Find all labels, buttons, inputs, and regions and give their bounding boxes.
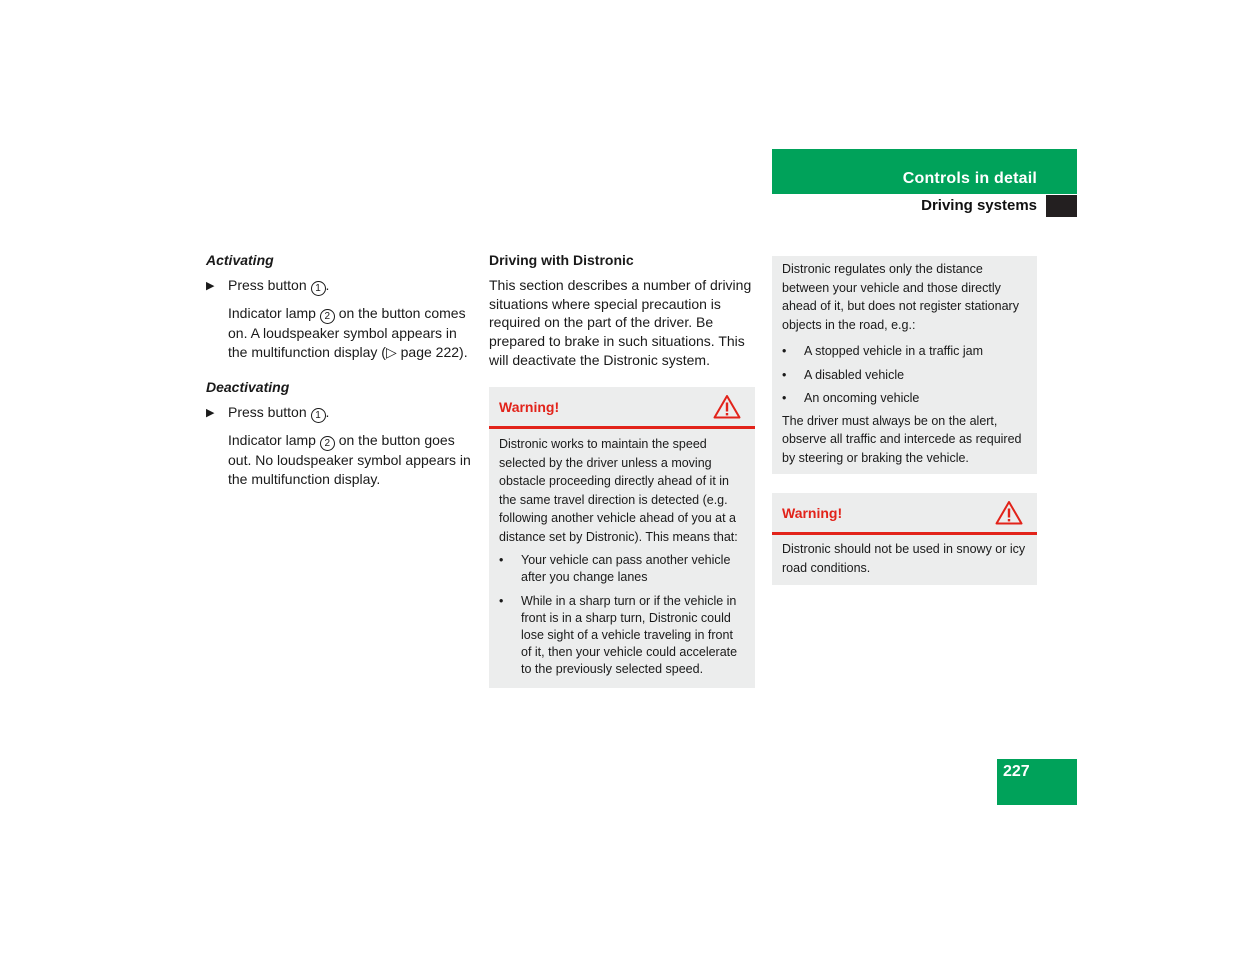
left-column: [206, 252, 476, 489]
info-text: Distronic regulates only the distance between your vehicle and those directly ahead of it, but does not register stationary objects in the road, e.g.:: [782, 262, 1019, 332]
warning-header: [772, 493, 1037, 535]
info-after-text: The driver must always be on the alert, observe all traffic and intercede as required by steering or braking the vehicle.: [782, 413, 1022, 465]
list-item: • While in a sharp turn or if the vehicle in front is in a sharp turn, Distronic could lose sight of a vehicle traveling in front of it, then your vehicle could accelerate to the previously selected speed.: [499, 594, 738, 676]
distronic-heading: Driving with Distronic: [489, 252, 634, 268]
warning-header: [489, 387, 755, 429]
warning-text: Distronic should not be used in snowy or icy road conditions.: [782, 542, 1026, 575]
step-arrow-icon: ▶: [206, 280, 215, 292]
subsection-title: Driving systems: [921, 197, 1037, 214]
bullet-dot: •: [499, 553, 504, 567]
deactivating-note: Indicator lamp 2 on the button goes out. No loudspeaker symbol appears in the multifunction display.: [228, 432, 471, 488]
warning-text: Distronic works to maintain the speed selected by the driver unless a moving obstacle proceeding directly ahead of it in the same travel direction is detected (e.g. following another vehicle ahead of you at a distance set by Distronic). This means that:: [499, 437, 738, 544]
warning-box-1: [489, 387, 755, 688]
page-ref-arrow-icon: ▷: [385, 343, 397, 360]
info-bullets: [782, 340, 1027, 411]
button-1-callout: 1: [311, 281, 326, 296]
distronic-intro: This section describes a number of driving situations where special precaution is required on the part of the driver. Be prepared to brake in such situations. This will deactivate the Distronic system.: [489, 277, 752, 368]
button-1-callout: 1: [311, 408, 326, 423]
section-title: Controls in detail: [902, 170, 1037, 187]
section-header-bar: [772, 149, 1077, 194]
bullet-dot: •: [782, 391, 787, 405]
activating-step: ▶ Press button 1 .: [206, 277, 330, 294]
list-item: • A disabled vehicle: [782, 364, 1027, 388]
page-number: 227: [1003, 763, 1030, 780]
bullet-dot: •: [499, 594, 504, 608]
page-number-tab: [997, 759, 1077, 805]
warning-bullets: [489, 546, 755, 678]
lamp-2-callout: 2: [320, 436, 335, 451]
list-item: • An oncoming vehicle: [782, 387, 1027, 411]
activating-note: Indicator lamp 2 on the button comes on. A loudspeaker symbol appears in the multifunction display (▷ page 222).: [228, 305, 468, 360]
lamp-2-callout: 2: [320, 309, 335, 324]
warning-label: Warning!: [499, 399, 560, 415]
activating-heading: Activating: [206, 252, 274, 268]
warning-triangle-icon: [995, 500, 1023, 525]
warning-triangle-icon: [713, 394, 741, 419]
middle-column: [489, 252, 755, 370]
bullet-dot: •: [782, 367, 787, 382]
header-marker-block: [1046, 195, 1077, 217]
warning-box-2: [772, 493, 1037, 585]
list-item: • A stopped vehicle in a traffic jam: [782, 340, 1027, 364]
warning-label: Warning!: [782, 505, 843, 521]
list-item: • Your vehicle can pass another vehicle after you change lanes: [499, 553, 731, 584]
bullet-dot: •: [782, 344, 787, 358]
deactivating-step: ▶ Press button 1 .: [206, 404, 330, 422]
deactivating-heading: Deactivating: [206, 379, 290, 396]
step-arrow-icon: ▶: [206, 407, 215, 420]
info-box: [772, 256, 1037, 474]
